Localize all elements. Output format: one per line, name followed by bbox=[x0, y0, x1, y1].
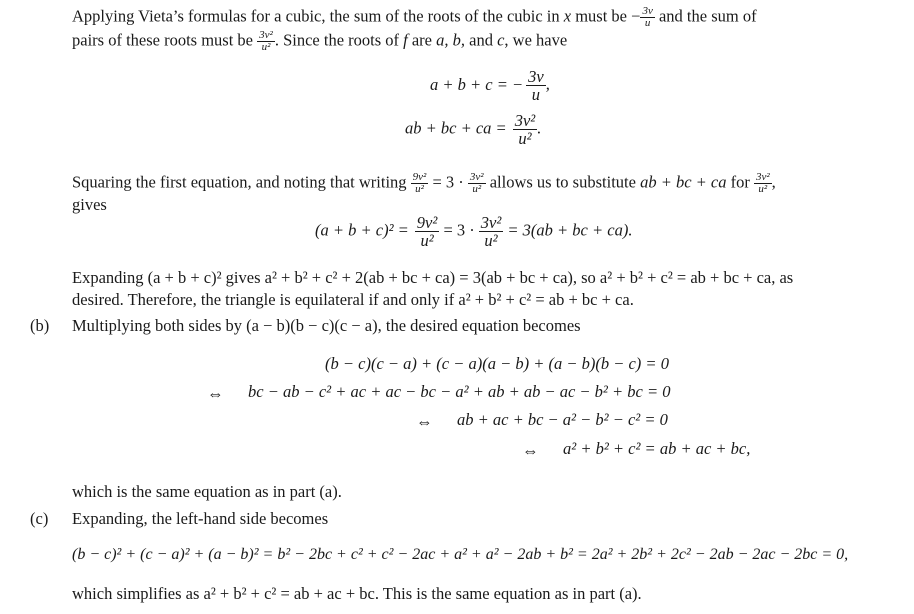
intro-text-8: , we have bbox=[504, 30, 568, 50]
var-f: f bbox=[403, 30, 408, 50]
inline-fraction-3v2-u2 bbox=[257, 30, 275, 53]
part-c-label: (c) bbox=[30, 509, 49, 528]
squaring-text-2: = 3 · bbox=[432, 172, 464, 192]
fraction-numerator: 9v² bbox=[412, 171, 427, 183]
minus-sign: − bbox=[631, 6, 641, 26]
intro-text-2: must be bbox=[575, 6, 628, 26]
fraction-denominator: u² bbox=[518, 129, 532, 149]
part-b-intro bbox=[72, 316, 581, 337]
intro-text-3: and the sum of bbox=[658, 6, 757, 26]
iff-symbol: ⇔ bbox=[522, 441, 539, 460]
intro-text-7: and bbox=[469, 30, 493, 50]
equation-tail: . bbox=[537, 118, 542, 138]
equation-sum-of-pairs bbox=[405, 112, 541, 148]
fraction-denominator: u² bbox=[484, 231, 498, 251]
var-c: c bbox=[497, 30, 505, 50]
expand-line-1 bbox=[72, 268, 793, 289]
part-b-label: (b) bbox=[30, 316, 50, 335]
fraction-numerator: 3v² bbox=[755, 171, 770, 183]
part-b-equation-1 bbox=[325, 354, 669, 375]
part-b-iff-2 bbox=[416, 412, 433, 433]
part-b-conclusion-text: which is the same equation as in part (a). bbox=[72, 482, 342, 501]
fraction-numerator: 3v bbox=[528, 67, 544, 86]
equation-sum-of-roots bbox=[430, 68, 550, 104]
part-a-intro-line-2 bbox=[72, 30, 567, 53]
part-b-equation-4 bbox=[563, 439, 750, 460]
equation-text: (b − c)² + (c − a)² + (a − b)² = b² − 2bc + c² + c² − 2ac + a² + a² − 2ab + b² = 2a² + 2b² + 2c² − 2ab − 2ac − 2bc = 0, bbox=[72, 546, 849, 563]
part-c-intro bbox=[72, 509, 328, 530]
fraction-denominator: u bbox=[531, 85, 541, 105]
equation-text: ab + ac + bc − a² − b² − c² = 0 bbox=[457, 410, 668, 429]
part-b-equation-3 bbox=[457, 410, 668, 431]
part-b-intro-text: Multiplying both sides by (a − b)(b − c)(c − a), the desired equation becomes bbox=[72, 316, 581, 335]
fraction-denominator: u² bbox=[472, 183, 482, 195]
part-c-intro-text: Expanding, the left-hand side becomes bbox=[72, 509, 329, 528]
intro-text-1: Applying Vieta’s formulas for a cubic, the sum of the roots of the cubic in bbox=[72, 6, 560, 26]
inline-fraction-3v2-u2 bbox=[468, 172, 486, 195]
squaring-line-2 bbox=[72, 195, 107, 216]
expand-text-2: desired. Therefore, the triangle is equilateral if and only if a² + b² + c² = ab + bc + ca. bbox=[72, 290, 634, 309]
fraction-numerator: 3v bbox=[642, 5, 653, 17]
part-c-equation bbox=[72, 545, 848, 565]
equation-fraction-2 bbox=[479, 214, 504, 250]
var-x: x bbox=[563, 6, 572, 26]
expr-sum-pairs: ab + bc + ca bbox=[640, 172, 727, 192]
intro-text-6: are bbox=[411, 30, 433, 50]
inline-fraction-3v-u bbox=[640, 6, 654, 29]
equation-fraction-1 bbox=[415, 214, 440, 250]
equation-squared-sum bbox=[315, 214, 632, 250]
iff-symbol: ⇔ bbox=[207, 384, 224, 403]
fraction-numerator: 9v² bbox=[416, 213, 438, 232]
part-c-conclusion-text: which simplifies as a² + b² + c² = ab + ac + bc. This is the same equation as in part (a). bbox=[72, 584, 642, 603]
part-b-iff-3 bbox=[522, 441, 539, 462]
expand-text-1: Expanding (a + b + c)² gives a² + b² + c² + 2(ab + bc + ca) = 3(ab + bc + ca), so a² + b² + c² = ab + bc + ca, as bbox=[72, 268, 794, 287]
part-b-iff-1 bbox=[207, 384, 224, 405]
fraction-denominator: u bbox=[644, 17, 651, 29]
equation-tail: , bbox=[545, 74, 550, 94]
equation-fraction bbox=[513, 112, 538, 148]
var-a-b: a, b, bbox=[436, 30, 466, 50]
fraction-denominator: u² bbox=[415, 183, 424, 195]
equation-fraction bbox=[526, 68, 546, 104]
fraction-numerator: 3v² bbox=[514, 111, 536, 130]
intro-text-4: pairs of these roots must be bbox=[72, 30, 254, 50]
equation-lhs: ab + bc + ca = bbox=[405, 118, 507, 138]
fraction-numerator: 3v² bbox=[480, 213, 502, 232]
squaring-text-4: for bbox=[730, 172, 750, 192]
part-a-intro-line-1 bbox=[72, 6, 757, 29]
equation-text: bc − ab − c² + ac + ac − bc − a² + ab + ab − ac − b² + bc = 0 bbox=[248, 382, 671, 401]
fraction-denominator: u² bbox=[420, 231, 434, 251]
equation-lhs: a + b + c = − bbox=[430, 74, 524, 94]
equation-mid: = 3 · bbox=[443, 220, 475, 240]
iff-symbol: ⇔ bbox=[416, 412, 433, 431]
equation-rhs: = 3(ab + bc + ca). bbox=[507, 220, 633, 240]
equation-lhs: (a + b + c)² = bbox=[315, 220, 409, 240]
squaring-text-1: Squaring the first equation, and noting that writing bbox=[72, 172, 407, 192]
part-b-equation-2 bbox=[248, 382, 670, 403]
equation-text: a² + b² + c² = ab + ac + bc, bbox=[563, 439, 751, 458]
inline-fraction-9v2-u2 bbox=[411, 172, 429, 195]
fraction-numerator: 3v² bbox=[469, 171, 484, 183]
fraction-denominator: u² bbox=[261, 41, 271, 53]
fraction-denominator: u² bbox=[758, 183, 768, 195]
squaring-line-1: Squaring the first equation, and noting that writing $\frac{\text{9v²}}{\text{u²}}$ = 3 · $\frac{\text{3v²}}{\text{u²}}$ allows us to substitute ab + bc + ca for $\frac{\text{3v²}}{\text{u²}}$ , bbox=[72, 171, 776, 195]
squaring-text-5: gives bbox=[72, 195, 107, 214]
squaring-text-3: allows us to substitute bbox=[489, 172, 636, 192]
inline-fraction-3v2-u2 bbox=[754, 172, 772, 195]
part-b-conclusion bbox=[72, 482, 342, 503]
equation-text: (b − c)(c − a) + (c − a)(a − b) + (a − b)(b − c) = 0 bbox=[325, 354, 669, 373]
expand-line-2 bbox=[72, 290, 634, 311]
intro-text-5: . Since the roots of bbox=[274, 30, 400, 50]
fraction-numerator: 3v² bbox=[259, 29, 273, 41]
part-c-conclusion bbox=[72, 584, 642, 605]
